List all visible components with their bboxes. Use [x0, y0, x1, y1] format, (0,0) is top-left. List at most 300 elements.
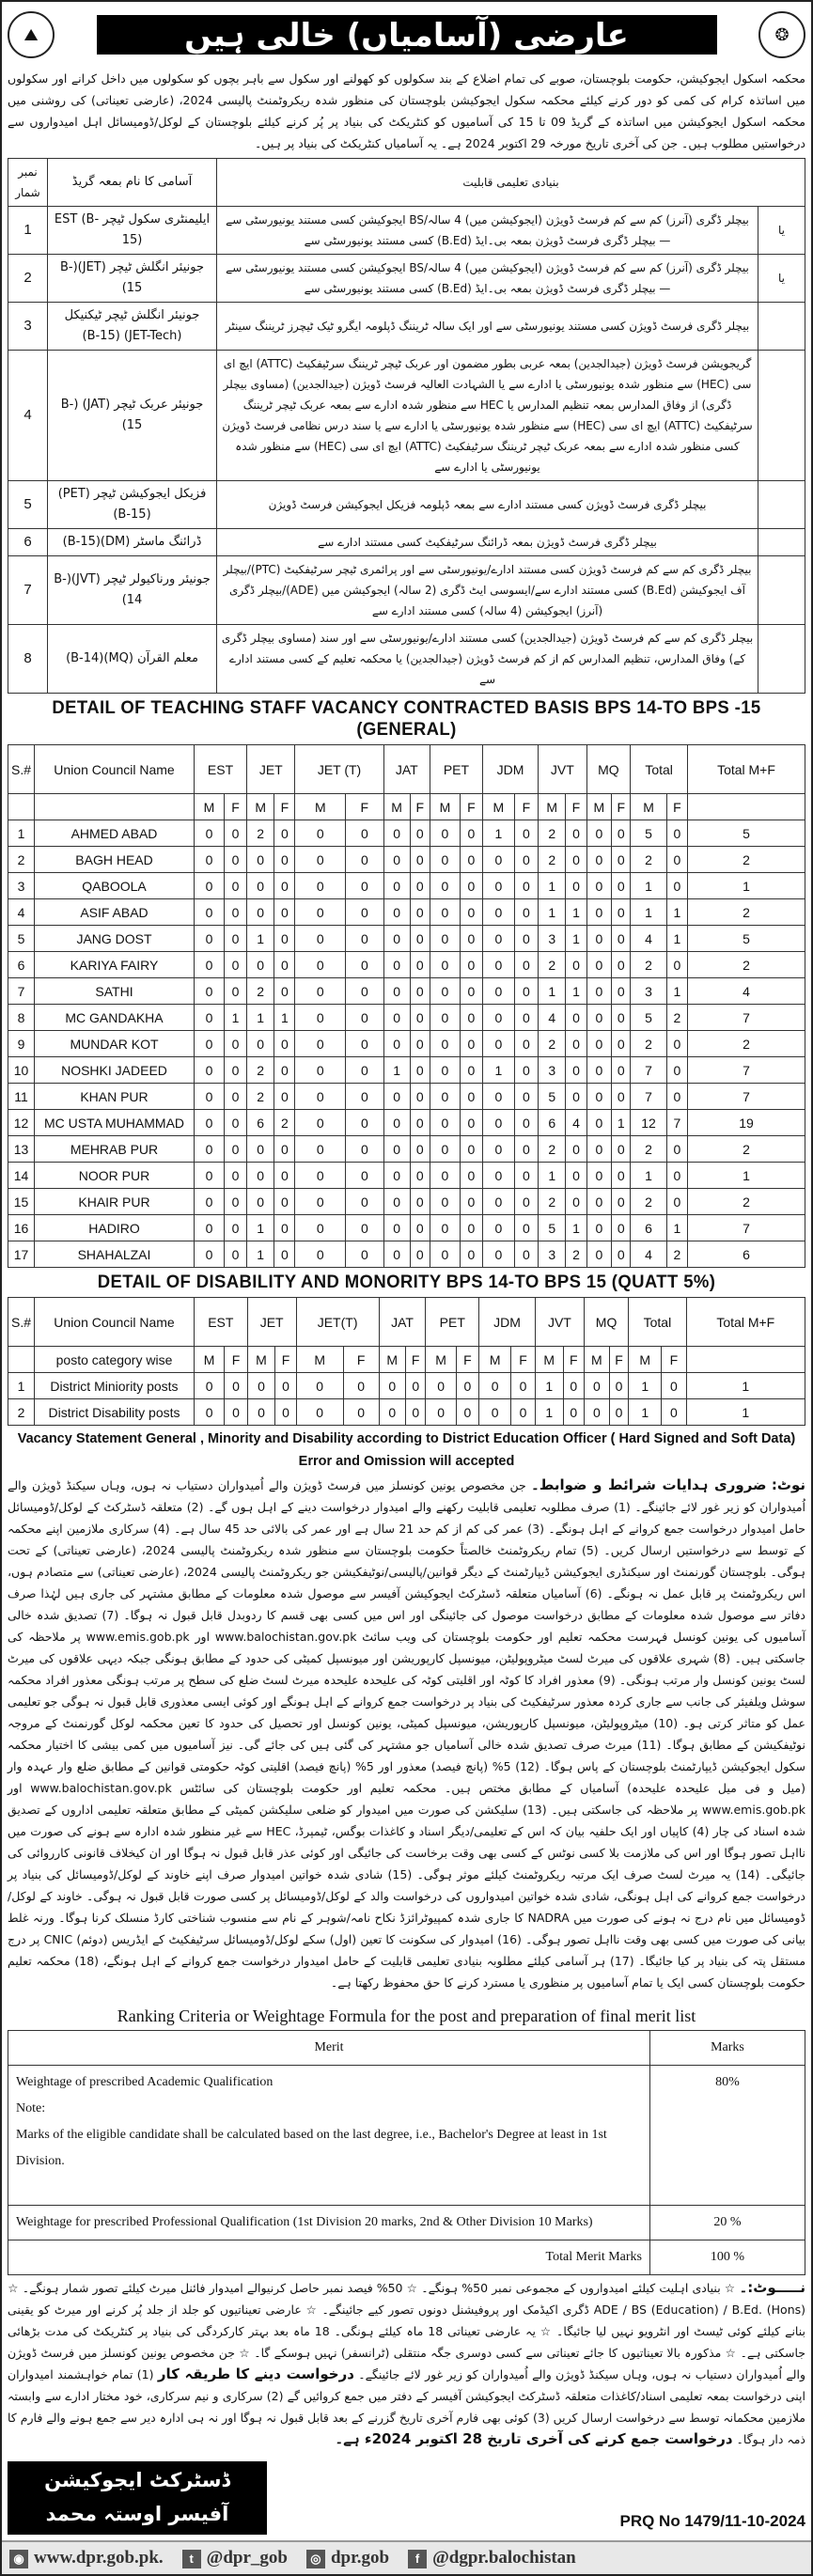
total-mf: 1 [687, 873, 805, 899]
vacancy-count: 0 [566, 1005, 586, 1031]
vacancy-count: 0 [666, 1189, 687, 1215]
vacancy-count: 5 [631, 1005, 667, 1031]
vacancy-count: 1 [631, 873, 667, 899]
vacancy-count: 0 [195, 952, 225, 978]
signature-block [8, 2461, 267, 2535]
vacancy-count: 2 [566, 1241, 586, 1268]
vacancy-count: 0 [383, 899, 410, 926]
union-council-name: SATHI [35, 978, 195, 1005]
table-row [8, 1031, 805, 1057]
vacancy-count: 0 [514, 978, 538, 1005]
vacancy-count: 0 [514, 1215, 538, 1241]
female-label: F [563, 1347, 584, 1373]
category-header: JET [247, 745, 295, 794]
deadline-text: درخواست جمع کرنے کی آخری تاریخ 28 اکتوبر 2024ء ہے۔ [335, 2430, 733, 2447]
or-label: یا [758, 255, 805, 303]
header [8, 6, 805, 64]
vacancy-count: 0 [410, 1163, 430, 1189]
serial-number: 14 [8, 1163, 35, 1189]
vacancy-count: 0 [195, 1215, 225, 1241]
vacancy-count: 0 [586, 820, 612, 847]
rules-heading: ضروری ہدایات شرائط و ضوابط۔ [531, 1476, 767, 1493]
vacancy-count: 0 [405, 1399, 425, 1426]
vacancy-count: 0 [274, 1215, 295, 1241]
vacancy-count: 0 [295, 1163, 346, 1189]
vacancy-count: 0 [224, 978, 246, 1005]
vacancy-count: 0 [346, 873, 383, 899]
vacancy-count: 4 [539, 1005, 566, 1031]
vacancy-count: 0 [295, 1241, 346, 1268]
vacancy-count: 0 [483, 926, 515, 952]
post-name: جونیئر ورناکیولر ٹیچر (JVT)(B-14) [48, 556, 217, 625]
vacancy-count: 0 [586, 978, 612, 1005]
post-number: 7 [8, 556, 48, 625]
vacancy-count: 0 [274, 1189, 295, 1215]
marks-header: Marks [650, 2031, 805, 2066]
total-mf: 7 [687, 1005, 805, 1031]
vacancy-count: 0 [430, 873, 460, 899]
vacancy-count: 0 [195, 1084, 225, 1110]
vacancy-count: 0 [460, 899, 482, 926]
vacancy-count: 2 [247, 1084, 274, 1110]
male-label: M [247, 1347, 275, 1373]
vacancy-count: 0 [612, 952, 631, 978]
vacancy-count: 0 [514, 1189, 538, 1215]
union-council-name: KHAN PUR [35, 1084, 195, 1110]
vacancy-count: 0 [514, 847, 538, 873]
vacancy-count: 0 [383, 1110, 410, 1136]
vacancy-count: 0 [430, 978, 460, 1005]
vacancy-count: 1 [483, 820, 515, 847]
social-links-bar [2, 2540, 811, 2574]
vacancy-count: 0 [379, 1399, 405, 1426]
sn-blank [8, 794, 35, 820]
table-row [8, 1189, 805, 1215]
female-label: F [410, 794, 430, 820]
vacancy-count: 0 [247, 952, 274, 978]
vacancy-count: 1 [631, 1163, 667, 1189]
merit-line: Weightage for prescribed Professional Qualification (1st Division 20 marks, 2nd & Other Division 10 Marks) [16, 2215, 593, 2229]
vacancy-count: 0 [586, 1163, 612, 1189]
total-mf: 1 [686, 1373, 805, 1399]
vacancy-count: 0 [612, 873, 631, 899]
vacancy-count: 0 [410, 1084, 430, 1110]
vacancy-count: 0 [514, 820, 538, 847]
qualification-text: بیچلر ڈگری کم سے کم فرسٹ ڈویژن (جیدالجدین) کسی مستند ادارے/یونیورسٹی سے اور سند (مساوی بیچلر ڈگری کے) وفاق المدارس، تنظیم المدارس کم از کم فرسٹ ڈویژن (جیدالجدین) یا محکمہ تعلیم کے کسی مستند ادارے سے [217, 625, 758, 694]
vacancy-count: 0 [410, 1136, 430, 1163]
notes-label: نـــــوٹ:۔ [739, 2279, 805, 2296]
vacancy-count: 0 [514, 1110, 538, 1136]
vacancy-count: 0 [383, 1031, 410, 1057]
rules-paragraph [8, 1475, 805, 1993]
total-mf: 5 [687, 926, 805, 952]
vacancy-count: 0 [483, 1110, 515, 1136]
merit-header: Merit [8, 2031, 650, 2066]
total-mf-header: Total M+F [687, 745, 805, 794]
twitter-icon: t [182, 2550, 201, 2568]
social-link[interactable] [306, 2548, 389, 2568]
serial-number: 2 [8, 1399, 35, 1426]
vacancy-count: 0 [247, 1031, 274, 1057]
category-header: JAT [379, 1298, 426, 1347]
left-emblem-icon: ⛰ [8, 11, 55, 58]
vacancy-count: 0 [295, 1110, 346, 1136]
vacancy-count: 2 [666, 1241, 687, 1268]
vacancy-count: 1 [631, 899, 667, 926]
vacancy-count: 0 [483, 952, 515, 978]
total-mf: 7 [687, 1084, 805, 1110]
vacancy-count: 0 [346, 1163, 383, 1189]
vacancy-count: 0 [410, 1057, 430, 1084]
notes-text: ☆ بنیادی اہلیت کیلئے امیدواروں کے مجموعی نمبر 50% ہونگے۔ ☆ 50% فیصد نمبر حاصل کرنیوالے امیدوار فائنل میرٹ کیلئے تصور شمار ہونگے۔ ☆ ADE / BS (Education) / B.Ed. (Hons) ڈگری اکیڈمک اور پروفیشنل دونوں تصور کیے جائینگے۔ ☆ عارضی تعیناتیوں کو جلد از جلد پُر کرنے اور میرٹ کو یقینی بنانے کیلئے کوئی ٹیسٹ اور انٹرویو نہیں لیا جائیگا۔ ☆ یہ عارضی تعیناتی 18 ماہ کیلئے ہونگی۔ 18 ماہ بعد بہتر کارکردگی کی بنیاد پر کنٹریکٹ کی مدت بڑھائی جاسکتی ہے۔ ☆ مذکورہ بالا تعیناتیوں کا جائے تعیناتی سے کسی دوسری جگہ منتقلی (ٹرانسفر) نہیں ہوسکے گا۔ ☆ جن مخصوص یونین کونسلز میں فرسٹ ڈویژن والے اُمیدواران دستیاب نہ ہوں، وہاں سیکنڈ ڈویژن والے اُمیدواران کو زیر غور لائے جائینگے۔ [8, 2281, 806, 2381]
vacancy-count: 0 [274, 1163, 295, 1189]
vacancy-count: 0 [586, 1241, 612, 1268]
vacancy-count: 0 [410, 1189, 430, 1215]
union-council-name: SHAHALZAI [35, 1241, 195, 1268]
vacancy-count: 0 [274, 978, 295, 1005]
post-number: 3 [8, 303, 48, 351]
vacancy-count: 0 [586, 1031, 612, 1057]
vacancy-count: 0 [612, 1031, 631, 1057]
vacancy-count: 0 [224, 1163, 246, 1189]
gender-subheader-row [8, 794, 805, 820]
vacancy-count: 0 [410, 847, 430, 873]
vacancy-count: 0 [430, 1031, 460, 1057]
union-council-name: District Miniority posts [35, 1373, 195, 1399]
vacancy-count: 0 [483, 978, 515, 1005]
vacancy-count: 0 [586, 1084, 612, 1110]
vacancy-count: 0 [224, 1031, 246, 1057]
vacancy-count: 0 [195, 1189, 225, 1215]
total-mf: 2 [687, 899, 805, 926]
female-label: F [662, 1347, 686, 1373]
intro-paragraph: محکمہ اسکول ایجوکیشن، حکومت بلوچستان، صوبے کی تمام اضلاع کے بند سکولوں کو کھولنے اور سکول سے باہر بچوں کو سکولوں میں داخل کرانے اور سکولوں میں اساتذہ کرام کی کمی کو دور کرنے کیلئے محکمہ سکول ایجوکیشن بلوچستان کی منظور شدہ ریکروٹمنٹ پالیسی 2024، (عارضی تعیناتی) کی روشنی میں محکمہ اسکول ایجوکیشن میں اساتذہ کے گریڈ 09 تا 15 کی آسامیوں کو کنٹریکٹ کی بنیاد پر پُر کرنے کیلئے بلوچستان کے لوکل/ڈومیسائل اہل امیدواروں سے درخواستیں مطلوب ہیں۔ جن کی آخری تاریخ مورخہ 29 اکتوبر 2024 ہے۔ یہ آسامیاں کنٹریکٹ کی بنیاد پر ہیں۔ [8, 71, 805, 150]
male-label: M [631, 794, 667, 820]
vacancy-count: 0 [383, 952, 410, 978]
vacancy-count: 0 [383, 873, 410, 899]
serial-number: 3 [8, 873, 35, 899]
disability-vacancy-table [8, 1297, 805, 1426]
female-label: F [343, 1347, 379, 1373]
vacancy-count: 0 [195, 847, 225, 873]
vacancy-count: 0 [224, 926, 246, 952]
union-council-name: District Disability posts [35, 1399, 195, 1426]
vacancy-count: 0 [275, 1399, 296, 1426]
vacancy-count: 0 [343, 1373, 379, 1399]
vacancy-count: 0 [195, 1031, 225, 1057]
vacancy-count: 0 [195, 1005, 225, 1031]
category-header: JDM [479, 1298, 536, 1347]
male-label: M [535, 1347, 563, 1373]
vacancy-count: 2 [539, 1031, 566, 1057]
social-link[interactable] [9, 2548, 164, 2568]
vacancy-count: 0 [584, 1373, 609, 1399]
vacancy-count: 0 [483, 1215, 515, 1241]
vacancy-count: 4 [566, 1110, 586, 1136]
union-council-header: Union Council Name [35, 1298, 195, 1347]
vacancy-count: 2 [539, 847, 566, 873]
post-name: جونیئر عربک ٹیچر (JAT) (B-15) [48, 351, 217, 481]
category-header: PET [426, 1298, 479, 1347]
category-header: EST [195, 1298, 248, 1347]
vacancy-count: 2 [247, 820, 274, 847]
union-council-name: NOSHKI JADEED [35, 1057, 195, 1084]
vacancy-count: 2 [247, 1057, 274, 1084]
facebook-icon: f [408, 2550, 427, 2568]
vacancy-count: 0 [563, 1399, 584, 1426]
disability-table-title: DETAIL OF DISABILITY AND MONORITY BPS 14-TO BPS 15 (QUATT 5%) [97, 1272, 716, 1292]
post-name: جونیئر انگلش ٹیچر ٹیکنیکل (JET-Tech) (B-15) [48, 303, 217, 351]
vacancy-count: 0 [346, 1084, 383, 1110]
vacancy-count: 0 [195, 873, 225, 899]
marks-cell: 20 % [650, 2206, 805, 2240]
vacancy-count: 0 [224, 899, 246, 926]
vacancy-count: 0 [346, 1110, 383, 1136]
social-link[interactable] [182, 2548, 288, 2568]
ranking-row [8, 2066, 805, 2206]
vacancy-count: 0 [483, 873, 515, 899]
vacancy-count: 0 [247, 899, 274, 926]
vacancy-count: 0 [346, 1136, 383, 1163]
merit-line: Note: [16, 2101, 46, 2115]
merit-cell [8, 2206, 650, 2240]
table-row [8, 1136, 805, 1163]
signature-line-2: آفیسر اوستہ محمد [45, 2503, 229, 2525]
vacancy-count: 0 [247, 1373, 275, 1399]
vacancy-count: 0 [225, 1399, 247, 1426]
sn-header: S.# [8, 745, 35, 794]
right-emblem-icon: ❂ [758, 11, 805, 58]
vacancy-count: 1 [535, 1399, 563, 1426]
qualification-text: بیچلر ڈگری فرسٹ ڈویژن بمعہ ڈرائنگ سرٹیفکیٹ کسی مستند ادارے سے [217, 529, 758, 556]
serial-number: 13 [8, 1136, 35, 1163]
vacancy-count: 2 [631, 1031, 667, 1057]
vacancy-count: 0 [247, 1189, 274, 1215]
vacancy-count: 0 [511, 1373, 536, 1399]
vacancy-count: 0 [426, 1399, 456, 1426]
total-mf: 4 [687, 978, 805, 1005]
vacancy-count: 1 [629, 1399, 662, 1426]
post-number: 1 [8, 207, 48, 255]
table-row [8, 926, 805, 952]
vacancy-count: 6 [247, 1110, 274, 1136]
vacancy-count: 0 [460, 820, 482, 847]
vacancy-count: 0 [383, 1084, 410, 1110]
sn-header: S.# [8, 1298, 35, 1347]
total-mf: 2 [687, 1189, 805, 1215]
vacancy-count: 0 [195, 1057, 225, 1084]
or-label [758, 303, 805, 351]
union-council-name: ASIF ABAD [35, 899, 195, 926]
header-post: آسامی کا نام بمعہ گریڈ [48, 159, 217, 207]
vacancy-count: 0 [514, 1084, 538, 1110]
serial-number: 8 [8, 1005, 35, 1031]
qualification-row [8, 556, 805, 625]
vacancy-count: 2 [539, 952, 566, 978]
vacancy-count: 0 [383, 1215, 410, 1241]
vacancy-count: 0 [514, 952, 538, 978]
union-council-name: HADIRO [35, 1215, 195, 1241]
signature-line-1: ڈسٹرکٹ ایجوکیشن [44, 2469, 230, 2491]
vacancy-count: 0 [483, 1005, 515, 1031]
vacancy-count: 0 [460, 1110, 482, 1136]
post-number: 5 [8, 481, 48, 529]
vacancy-count: 0 [666, 820, 687, 847]
table-row [8, 820, 805, 847]
vacancy-count: 0 [296, 1399, 343, 1426]
vacancy-count: 0 [195, 978, 225, 1005]
vacancy-count: 0 [563, 1373, 584, 1399]
union-council-name: KARIYA FAIRY [35, 952, 195, 978]
category-header: Total [629, 1298, 686, 1347]
female-label: F [275, 1347, 296, 1373]
male-label: M [629, 1347, 662, 1373]
vacancy-count: 0 [410, 1110, 430, 1136]
vacancy-count: 7 [631, 1057, 667, 1084]
vacancy-count: 2 [631, 1189, 667, 1215]
vacancy-count: 1 [666, 1215, 687, 1241]
female-label: F [609, 1347, 628, 1373]
vacancy-count: 0 [346, 847, 383, 873]
vacancy-count: 0 [460, 1031, 482, 1057]
female-label: F [274, 794, 295, 820]
male-label: M [295, 794, 346, 820]
vacancy-count: 0 [430, 1163, 460, 1189]
vacancy-count: 0 [586, 952, 612, 978]
vacancy-count: 0 [295, 1084, 346, 1110]
vacancy-count: 1 [224, 1005, 246, 1031]
vacancy-count: 0 [586, 926, 612, 952]
vacancy-count: 4 [631, 926, 667, 952]
vacancy-statement: Vacancy Statement General , Minority and Disability according to District Education Officer ( Hard Signed and Soft Data) Error and Omission will accepted [17, 1431, 796, 1469]
vacancy-count: 0 [460, 1215, 482, 1241]
social-label: @dpr_gob [206, 2548, 288, 2568]
vacancy-count: 0 [514, 1241, 538, 1268]
category-header: JET [247, 1298, 296, 1347]
vacancy-count: 1 [539, 899, 566, 926]
vacancy-count: 0 [586, 899, 612, 926]
vacancy-count: 0 [483, 1031, 515, 1057]
ranking-table [8, 2030, 805, 2275]
table-row [8, 1163, 805, 1189]
qualification-text: بیچلر ڈگری فرسٹ ڈویژن کسی مستند یونیورسٹی سے اور ایک سالہ ٹریننگ ڈپلومہ ایگرو ٹیک ٹیچرز ٹریننگ سینٹر [217, 303, 758, 351]
vacancy-count: 3 [539, 926, 566, 952]
merit-line: Marks of the eligible candidate shall be calculated based on the last degree, i.e., Bachelor's Degree at least in 1st Division. [16, 2128, 607, 2168]
vacancy-count: 5 [631, 820, 667, 847]
vacancy-count: 0 [224, 952, 246, 978]
total-mf: 2 [687, 847, 805, 873]
spacer [16, 2175, 642, 2201]
vacancy-count: 1 [247, 926, 274, 952]
serial-number: 9 [8, 1031, 35, 1057]
vacancy-count: 0 [247, 1163, 274, 1189]
vacancy-count: 0 [460, 1241, 482, 1268]
serial-number: 5 [8, 926, 35, 952]
female-label: F [225, 1347, 247, 1373]
vacancy-count: 1 [274, 1005, 295, 1031]
vacancy-count: 0 [430, 847, 460, 873]
vacancy-count: 0 [483, 1163, 515, 1189]
vacancy-count: 0 [383, 926, 410, 952]
vacancy-count: 0 [586, 1215, 612, 1241]
vacancy-count: 1 [247, 1241, 274, 1268]
ranking-total-row [8, 2240, 805, 2275]
vacancy-count: 0 [247, 1399, 275, 1426]
vacancy-count: 0 [195, 1136, 225, 1163]
total-value: 100 % [650, 2240, 805, 2275]
vacancy-count: 0 [511, 1399, 536, 1426]
category-header: JAT [383, 745, 430, 794]
vacancy-count: 0 [460, 1057, 482, 1084]
female-label: F [566, 794, 586, 820]
page-title: عارضی (آسامیاں) خالی ہیں [97, 15, 717, 55]
vacancy-count: 0 [566, 820, 586, 847]
vacancy-count: 0 [295, 1215, 346, 1241]
vacancy-count: 0 [410, 1241, 430, 1268]
table-row [8, 1399, 805, 1426]
table-row [8, 1084, 805, 1110]
union-council-name: MEHRAB PUR [35, 1136, 195, 1163]
female-label: F [511, 1347, 536, 1373]
vacancy-count: 0 [346, 1057, 383, 1084]
male-label: M [195, 794, 225, 820]
vacancy-count: 0 [609, 1399, 628, 1426]
vacancy-count: 0 [295, 847, 346, 873]
qualification-row [8, 255, 805, 303]
vacancy-count: 0 [224, 1084, 246, 1110]
ranking-row [8, 2206, 805, 2240]
vacancy-count: 0 [566, 1084, 586, 1110]
vacancy-count: 0 [584, 1399, 609, 1426]
union-council-name: BAGH HEAD [35, 847, 195, 873]
vacancy-count: 0 [586, 1005, 612, 1031]
vacancy-count: 0 [483, 1084, 515, 1110]
qualification-text: بیچلر ڈگری فرسٹ ڈویژن کسی مستند ادارے سے بمعہ ڈپلومہ فزیکل ایجوکیشن فرسٹ ڈویژن [217, 481, 758, 529]
vacancy-count: 0 [247, 1136, 274, 1163]
post-name: ایلیمنٹری سکول ٹیچر EST (B-15) [48, 207, 217, 255]
vacancy-count: 0 [612, 926, 631, 952]
vacancy-count: 0 [383, 978, 410, 1005]
vacancy-count: 0 [275, 1373, 296, 1399]
vacancy-count: 0 [195, 926, 225, 952]
female-label: F [405, 1347, 425, 1373]
qualification-text: بیچلر ڈگری (آنرز) کم سے کم فرسٹ ڈویژن (ایجوکیشن میں) 4 سالہ/BS ایجوکیشن کسی مستند یونیورسٹی سے — بیچلر ڈگری فرسٹ ڈویژن بمعہ بی۔ایڈ (B.Ed) کسی مستند یونیورسٹی سے [217, 255, 758, 303]
serial-number: 6 [8, 952, 35, 978]
vacancy-count: 0 [274, 926, 295, 952]
serial-number: 7 [8, 978, 35, 1005]
or-label [758, 481, 805, 529]
social-link[interactable] [408, 2548, 576, 2568]
vacancy-count: 6 [631, 1215, 667, 1241]
female-label: F [456, 1347, 478, 1373]
vacancy-count: 0 [224, 1136, 246, 1163]
male-label: M [430, 794, 460, 820]
vacancy-count: 0 [295, 978, 346, 1005]
or-label [758, 351, 805, 481]
male-label: M [247, 794, 274, 820]
vacancy-count: 0 [666, 1057, 687, 1084]
serial-number: 4 [8, 899, 35, 926]
male-label: M [479, 1347, 511, 1373]
serial-number: 1 [8, 1373, 35, 1399]
vacancy-count: 0 [586, 1189, 612, 1215]
qualification-row [8, 625, 805, 694]
vacancy-count: 0 [195, 820, 225, 847]
vacancy-count: 0 [430, 926, 460, 952]
serial-number: 15 [8, 1189, 35, 1215]
qualifications-table [8, 158, 805, 694]
table-row [8, 978, 805, 1005]
